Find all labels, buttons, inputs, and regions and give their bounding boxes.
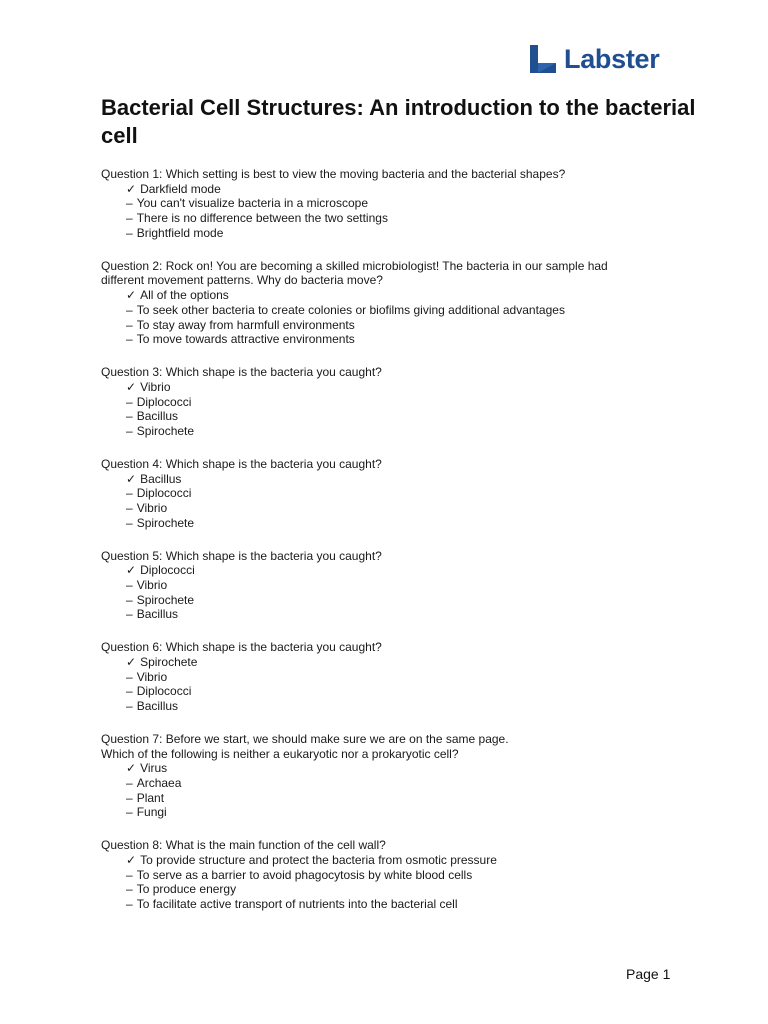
dash-icon: – bbox=[126, 607, 133, 622]
answer-label: To seek other bacteria to create colonies or biofilms giving additional advantages bbox=[136, 302, 565, 317]
answer-label: To move towards attractive environments bbox=[136, 332, 355, 347]
answer-option bbox=[101, 699, 701, 714]
logo-text: Labster bbox=[564, 44, 660, 74]
question-text: Question 3: Which shape is the bacteria you caught? bbox=[101, 365, 382, 380]
checkmark-icon: ✓ bbox=[126, 761, 137, 776]
answer-option-correct bbox=[101, 380, 701, 395]
dash-icon: – bbox=[126, 684, 133, 699]
dash-icon: – bbox=[126, 409, 133, 424]
answer-option-correct bbox=[101, 288, 701, 303]
checkmark-icon: ✓ bbox=[126, 654, 137, 669]
question-text: Question 2: Rock on! You are becoming a skilled microbiologist! The bacteria in our sample had different movement patterns. Why do bacteria move? bbox=[101, 258, 608, 288]
dash-icon: – bbox=[126, 515, 133, 530]
answer-option bbox=[101, 211, 701, 226]
answer-label: Bacillus bbox=[136, 607, 179, 622]
answer-label: Plant bbox=[136, 790, 165, 805]
answer-option-correct bbox=[101, 563, 701, 578]
answer-option bbox=[101, 516, 701, 531]
question-block bbox=[101, 457, 701, 531]
question-text: Question 4: Which shape is the bacteria you caught? bbox=[101, 456, 382, 471]
answer-label: Vibrio bbox=[136, 669, 168, 684]
answer-option-correct bbox=[101, 655, 701, 670]
question-text: Question 7: Before we start, we should make sure we are on the same page. Which of the following is neither a eukaryotic nor a prokaryotic cell? bbox=[101, 731, 509, 761]
answer-option bbox=[101, 196, 701, 211]
checkmark-icon: ✓ bbox=[126, 379, 137, 394]
questions-list bbox=[101, 167, 701, 930]
question-text: Question 5: Which shape is the bacteria you caught? bbox=[101, 548, 382, 563]
answer-option bbox=[101, 670, 701, 685]
question-block bbox=[101, 838, 701, 912]
answer-option bbox=[101, 318, 701, 333]
answer-option-correct bbox=[101, 761, 701, 776]
answer-label: Diplococci bbox=[136, 684, 192, 699]
dash-icon: – bbox=[126, 897, 133, 912]
answer-option-correct bbox=[101, 182, 701, 197]
answer-label: Virus bbox=[140, 761, 168, 776]
answer-label: Bacillus bbox=[140, 471, 182, 486]
question-block bbox=[101, 732, 701, 820]
answer-label: Bacillus bbox=[136, 409, 179, 424]
answer-option bbox=[101, 409, 701, 424]
answer-option bbox=[101, 868, 701, 883]
answer-label: To provide structure and protect the bacteria from osmotic pressure bbox=[140, 853, 497, 868]
answer-option bbox=[101, 332, 701, 347]
question-block bbox=[101, 259, 701, 347]
answer-label: Spirochete bbox=[136, 592, 195, 607]
answer-label: Brightfield mode bbox=[136, 225, 224, 240]
dash-icon: – bbox=[126, 317, 133, 332]
answer-option bbox=[101, 395, 701, 410]
dash-icon: – bbox=[126, 196, 133, 211]
answer-option bbox=[101, 882, 701, 897]
dash-icon: – bbox=[126, 699, 133, 714]
answer-label: Diplococci bbox=[136, 486, 192, 501]
answer-label: Vibrio bbox=[136, 577, 168, 592]
dash-icon: – bbox=[126, 225, 133, 240]
dash-icon: – bbox=[126, 332, 133, 347]
dash-icon: – bbox=[126, 500, 133, 515]
answer-label: There is no difference between the two settings bbox=[136, 211, 388, 226]
dash-icon: – bbox=[126, 805, 133, 820]
question-text: Question 1: Which setting is best to view the moving bacteria and the bacterial shapes? bbox=[101, 167, 566, 181]
labster-logo bbox=[528, 43, 678, 75]
answer-label: Vibrio bbox=[136, 500, 168, 515]
answer-option bbox=[101, 776, 701, 791]
answer-option-correct bbox=[101, 853, 701, 868]
answer-label: You can't visualize bacteria in a microscope bbox=[136, 196, 368, 211]
answer-option bbox=[101, 501, 701, 516]
checkmark-icon: ✓ bbox=[126, 471, 137, 486]
answer-option bbox=[101, 684, 701, 699]
answer-label: Spirochete bbox=[136, 423, 195, 438]
answer-label: Spirochete bbox=[140, 654, 198, 669]
answer-option bbox=[101, 226, 701, 241]
checkmark-icon: ✓ bbox=[126, 853, 137, 868]
checkmark-icon: ✓ bbox=[126, 181, 137, 196]
dash-icon: – bbox=[126, 394, 133, 409]
labster-logo-icon bbox=[528, 44, 558, 74]
dash-icon: – bbox=[126, 776, 133, 791]
dash-icon: – bbox=[126, 302, 133, 317]
answer-label: To serve as a barrier to avoid phagocytosis by white blood cells bbox=[136, 867, 473, 882]
question-text: Question 6: Which shape is the bacteria you caught? bbox=[101, 640, 382, 655]
dash-icon: – bbox=[126, 592, 133, 607]
answer-label: Fungi bbox=[136, 805, 167, 820]
answer-label: Vibrio bbox=[140, 379, 171, 394]
answer-label: All of the options bbox=[140, 288, 229, 303]
dash-icon: – bbox=[126, 882, 133, 897]
dash-icon: – bbox=[126, 577, 133, 592]
answer-label: Archaea bbox=[136, 776, 182, 791]
question-block bbox=[101, 167, 701, 241]
page-number: Page 1 bbox=[626, 966, 671, 982]
question-block bbox=[101, 640, 701, 714]
document-title: Bacterial Cell Structures: An introduction to the bacterial cell bbox=[101, 95, 696, 148]
answer-option bbox=[101, 424, 701, 439]
checkmark-icon: ✓ bbox=[126, 563, 137, 578]
answer-option-correct bbox=[101, 472, 701, 487]
answer-label: Spirochete bbox=[136, 515, 195, 530]
answer-label: Bacillus bbox=[136, 699, 179, 714]
dash-icon: – bbox=[126, 867, 133, 882]
answer-label: To facilitate active transport of nutrients into the bacterial cell bbox=[136, 897, 458, 912]
answer-option bbox=[101, 607, 701, 622]
question-block bbox=[101, 365, 701, 439]
dash-icon: – bbox=[126, 669, 133, 684]
answer-option bbox=[101, 486, 701, 501]
answer-label: Diplococci bbox=[136, 394, 192, 409]
question-block bbox=[101, 549, 701, 623]
answer-option bbox=[101, 303, 701, 318]
answer-option bbox=[101, 897, 701, 912]
answer-option bbox=[101, 578, 701, 593]
checkmark-icon: ✓ bbox=[126, 288, 137, 303]
answer-option bbox=[101, 593, 701, 608]
answer-option bbox=[101, 805, 701, 820]
answer-label: To produce energy bbox=[136, 882, 237, 897]
answer-label: To stay away from harmfull environments bbox=[136, 317, 355, 332]
answer-option bbox=[101, 791, 701, 806]
dash-icon: – bbox=[126, 486, 133, 501]
dash-icon: – bbox=[126, 790, 133, 805]
dash-icon: – bbox=[126, 211, 133, 226]
answer-label: Darkfield mode bbox=[140, 181, 221, 196]
answer-label: Diplococci bbox=[140, 563, 195, 578]
question-text: Question 8: What is the main function of the cell wall? bbox=[101, 838, 386, 853]
dash-icon: – bbox=[126, 423, 133, 438]
